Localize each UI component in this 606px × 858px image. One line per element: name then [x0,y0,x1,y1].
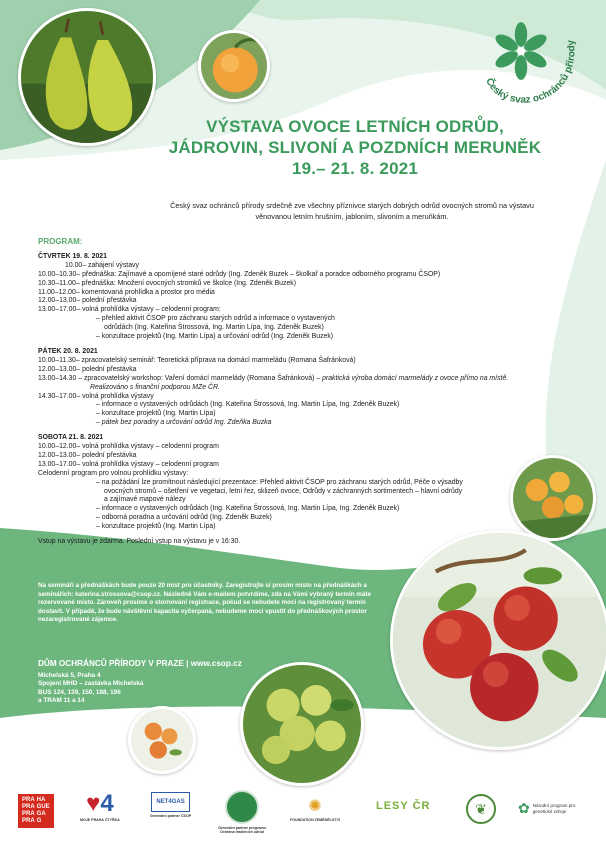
schedule-row: 10.00–11.30 – zpracovatelský seminář: Teoretická příprava na domácí marmeládu (Romana Šafránková) [38,356,356,364]
sub-item: – konzultace projektů (Ing. Martin Lípa) [96,523,216,531]
street: Michelská 5, Praha 4 [38,671,101,679]
title-line-1: VÝSTAVA OVOCE LETNÍCH ODRŮD, [206,117,504,136]
day-title: SOBOTA 21. 8. 2021 [38,434,104,442]
bus: BUS 124, 139, 150, 188, 196 [38,688,121,696]
sub-item: – pátek bez poradny a určování odrůd Ing. Zdeňka Buzka [96,419,272,427]
schedule-row: 12.00–13.00 – polední přestávka [38,365,137,373]
schedule-row: 10.00–10.30 – přednáška: Zajímavé a opomíjené staré odrůdy (Ing. Zdeněk Buzek – školkař a poradce odborného programu ČSOP) [38,270,441,278]
csop-flower-logo [490,20,552,82]
net4gas-logo: NET4GAS Generální partner ČSOP [150,792,191,818]
schedule-row: 12.00–13.00 – polední přestávka [38,297,137,305]
all-day-label: Celodenní program pro volnou prohlídku výstavy: [38,469,189,477]
supporters-label: PODPORUJÍ NÁS: [18,772,74,779]
venue-name: DŮM OCHRÁNCŮ PŘÍRODY V PRAZE | www.csop.cz [38,659,242,668]
sub-item: – informace o vystavených odrůdách (Ing. Kateřina Štrossová, Ing. Martin Lípa, Ing. Zdeněk Buzek) [96,401,400,409]
title-line-2: JÁDROVIN, SLIVONÍ A POZDNÍCH MERUNĚK [168,138,542,157]
title-dates: 19.– 21. 8. 2021 [291,159,419,178]
praha4-heart-logo: ♥4 MOJE PRAHA ČTYŘKA [80,790,120,822]
schedule-row: 12.00–13.00 – polední přestávka [38,451,137,459]
sub-item: – přehled aktivit ČSOP pro záchranu starých odrůd a informace o vystavených [96,315,335,323]
schedule-row: 14.30–17.00 – volná prohlídka výstavy [38,392,154,400]
transport: Spojení MHD – zastávka Michelská [38,680,144,688]
schedule-row: 11.00–12.00 – komentovaná prohlídka a prostor pro média [38,288,215,296]
funding-note: Realizováno s finanční podporou MZe ČR. [90,383,220,391]
apricots-branch-photo [128,706,196,774]
org-name: Český svaz ochránců přírody [483,39,578,106]
sub-item: – konzultace projektů (Ing. Martin Lípa) [96,410,216,418]
schedule-row: 10.00–12.00 – volná prohlídka výstavy – celodenní program [38,443,219,451]
lesy-cr-logo: LESY ČR [376,800,431,812]
sub-item: – informace o vystavených odrůdách (Ing. Kateřina Štrossová, Ing. Martin Lípa, Ing. Zdeněk Buzek) [96,505,400,513]
sub-item: – na požádání lze promítnout následující prezentace: Přehled aktivit ČSOP pro záchranu starých odrůd, Péče o výsadby [96,478,463,486]
schedule-row: 13.00–17.00 – volná prohlídka výstavy – celodenní program: [38,306,221,314]
apricot-photo [198,30,270,102]
praha-logo: PRA HA PRA GUE PRA GA PRA G [18,794,54,828]
day-friday [38,348,578,428]
sub-item: a zajímavé mapové nálezy [104,496,186,504]
program-badge-logo: Generální partner programu Ochrana tradičních odrůd [212,790,272,835]
red-apples-photo [390,530,606,750]
day-saturday [38,434,578,532]
day-title: PÁTEK 20. 8. 2021 [38,347,98,355]
schedule-row: 13.00–17.00 – volná prohlídka výstavy – celodenní program [38,460,219,468]
venue-address [38,660,308,706]
sub-item: odrůdách (Ing. Kateřina Štrossová, Ing. Martin Lípa, Ing. Zdeněk Buzek) [104,324,324,332]
leaf-circle-logo: ❦ [466,794,496,824]
sub-item: ovocných stromů – ošetření ve vegetaci, letní řez, sklizeň ovoce, Odrůdy v záchranných sortimentech – hlavní odrůdy [104,487,463,495]
schedule-row: 10.00 – zahájení výstavy [65,261,139,269]
day-title: ČTVRTEK 19. 8. 2021 [38,252,107,260]
program-heading: PROGRAM: [38,237,83,246]
program-section [38,238,578,547]
intro-text: Český svaz ochránců přírody srdečně zve všechny příznivce starých dobrých odrůd ovocných stromů na výstavu věnovanou letním hrušním, jabloním, slivoním a meruňkám. [170,201,534,221]
national-program-logo: ✿ Národní program pro genetické zdroje [518,800,576,816]
day-thursday [38,253,578,342]
event-title [150,116,560,179]
registration-note: Na semináři a přednáškách bude pouze 20 míst pro účastníky. Zaregistrujte si prosím místo na přednáškách a seminářích: katerina.strossova@csop.cz. Následně Vám e-mailem potvrdíme, zda na Vámi vybraný termín máte rezervované místo. Zároveň prosíme o stornování registrace, pokud se nebudete moci na registrovaný termín dostavit. V případě, že bude návštěvní kapacita vyčerpaná, nebudeme moci vpustit do přednáškových prostor nezaregistrované zájemce. [38,582,372,624]
schedule-row: 13.00–14.30 – zpracovatelský workshop: Vaření domácí marmelády (Romana Šafránková) – praktická výroba domácí marmelády z ovoce přímo na místě. [38,374,509,382]
schedule-row: 10.30–11.00 – přednáška: Množení ovocných stromků ve školce (Ing. Zdeněk Buzek) [38,279,297,287]
sub-item: – odborná poradna a určování odrůd (Ing. Zdeněk Buzek) [96,514,272,522]
pears-photo [18,8,156,146]
sponsor-logos [0,786,606,846]
tram: a TRAM 11 a 14 [38,697,85,705]
foundation-logo: ✺ FOUNDATION ZEMĚDĚLSTVÍ [290,798,340,822]
free-entry-text: Vstup na výstavu je zdarma. Poslední vstup na výstavu je v 16:30. [38,538,241,546]
sub-item: – konzultace projektů (Ing. Martin Lípa) a určování odrůd (Ing. Zdeněk Buzek) [96,333,334,341]
